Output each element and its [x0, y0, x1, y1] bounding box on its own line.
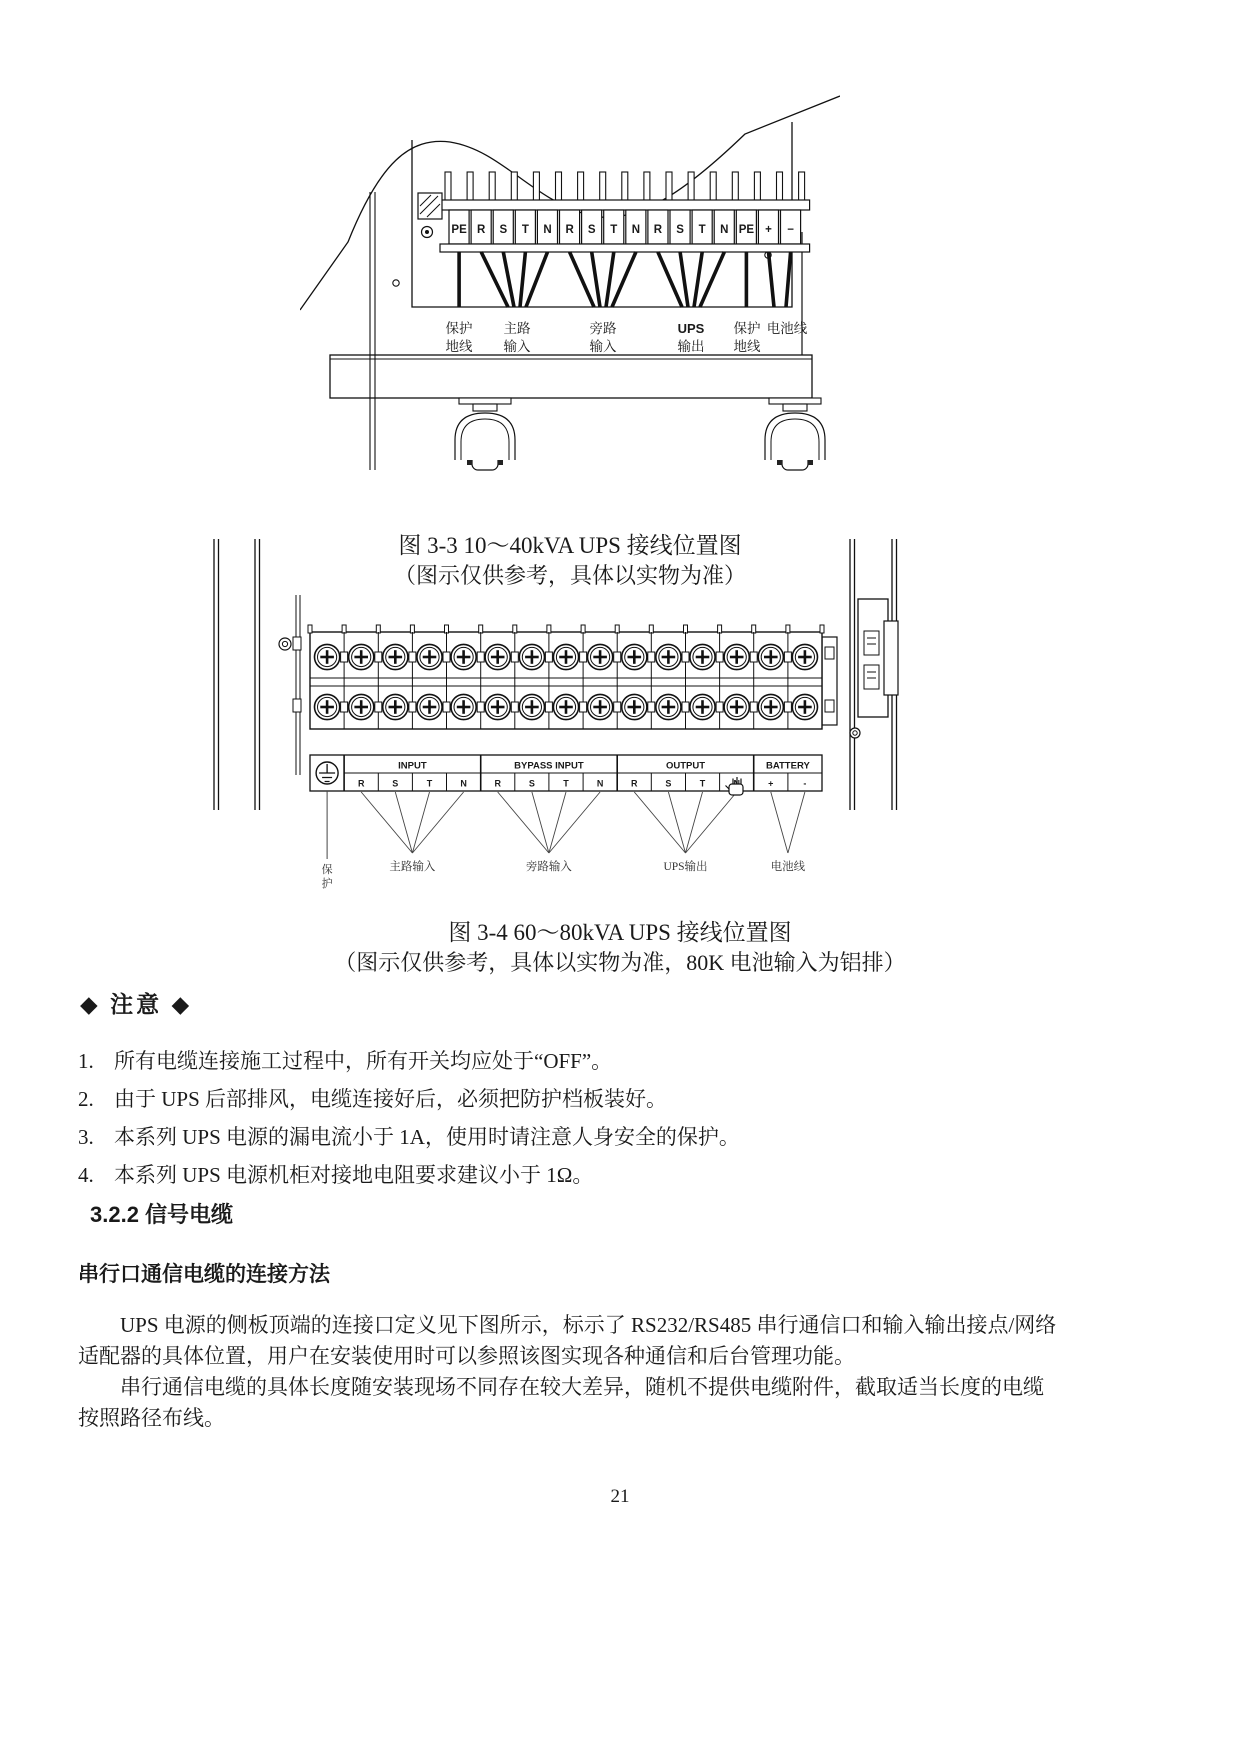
fan-line — [412, 792, 463, 853]
strip-notch — [513, 625, 517, 633]
wire-group-label: 输出 — [677, 339, 705, 354]
pin-label: + — [768, 778, 774, 789]
wire — [694, 252, 702, 307]
pin-label: - — [803, 778, 807, 789]
terminal-tab — [556, 172, 562, 202]
screw-link — [375, 702, 382, 712]
strip-notch — [820, 625, 824, 633]
pin-label: T — [563, 778, 569, 789]
caster-plate — [459, 398, 511, 404]
wire — [769, 252, 775, 307]
body-paragraphs — [78, 1310, 1178, 1434]
terminal-tab — [622, 172, 628, 202]
hand-cursor-icon — [729, 784, 743, 795]
pin-label: R — [357, 778, 365, 789]
section-heading-3-2-2: 3.2.2 信号电缆 — [90, 1202, 234, 1227]
fan-line — [686, 792, 703, 853]
notice-item-text: 本系列 UPS 电源机柜对接地电阻要求建议小于 1Ω。 — [114, 1163, 594, 1187]
terminal-tab — [600, 172, 606, 202]
screw-link — [682, 702, 689, 712]
notice-item — [78, 1118, 1178, 1156]
panel-screw — [279, 638, 291, 650]
fan-line — [498, 792, 549, 853]
screw-link — [443, 702, 450, 712]
fan-line — [395, 792, 412, 853]
terminal-tab — [533, 172, 539, 202]
terminal-tab — [666, 172, 672, 202]
terminal-rail-top — [440, 200, 810, 210]
strip-notch — [752, 625, 756, 633]
ground-label-char: 保 — [321, 864, 333, 876]
strip-notch — [479, 625, 483, 633]
strip-notch — [342, 625, 346, 633]
wire-group-label: 保护 — [733, 321, 761, 336]
terminal-letter: PE — [738, 224, 755, 236]
terminal-letter: + — [765, 224, 772, 236]
page-number: 21 — [610, 1486, 630, 1507]
screw-link — [409, 702, 416, 712]
wire-group-label: 输入 — [589, 339, 617, 354]
wire-group-label: 主路 — [503, 321, 531, 336]
bracket-clip — [825, 700, 834, 712]
fan-line — [549, 792, 600, 853]
screw-link — [614, 652, 621, 662]
strip-notch — [786, 625, 790, 633]
terminal-rail-bottom — [440, 244, 810, 252]
terminal-letter: S — [499, 224, 508, 236]
notice-item-number: 3. — [78, 1125, 94, 1149]
screw-link — [716, 702, 723, 712]
screw-link — [443, 652, 450, 662]
caster-fork — [765, 413, 825, 460]
screw-link — [750, 652, 757, 662]
terminal-letter: R — [565, 224, 574, 236]
paragraph-line: 串行通信电缆的具体长度随安装现场不同存在较大差异，随机不提供电缆附件，截取适当长度的电缆 — [120, 1375, 1044, 1399]
terminal-tab — [754, 172, 760, 202]
fan-line — [634, 792, 685, 853]
pin-label: T — [699, 778, 706, 789]
figure-3-4-caption-line2: （图示仅供参考，具体以实物为准，80K 电池输入为铝排） — [334, 950, 906, 975]
bracket-clip — [825, 647, 834, 659]
caster-plate — [769, 398, 821, 404]
wire — [658, 252, 682, 307]
hinge-plate — [884, 621, 898, 695]
figure-callout-label: UPS输出 — [663, 861, 708, 873]
screw-hole-left — [393, 280, 399, 286]
strip-notch — [410, 625, 414, 633]
terminal-letter: T — [698, 224, 706, 236]
wire — [786, 252, 791, 307]
wire — [612, 252, 636, 307]
notice-item-number: 4. — [78, 1163, 94, 1187]
cabinet-base — [330, 355, 812, 398]
wire — [606, 252, 614, 307]
figure-3-3-caption-line1: 图 3-3 10～40kVA UPS 接线位置图 — [398, 533, 742, 558]
fan-line — [668, 792, 685, 853]
terminal-letter: R — [653, 224, 663, 236]
terminal-letter: R — [477, 224, 486, 236]
screw-link — [750, 702, 757, 712]
section-header: INPUT — [398, 760, 427, 772]
terminal-tab — [489, 172, 495, 202]
screw-link — [648, 702, 655, 712]
screw-link — [580, 652, 587, 662]
fan-line — [412, 792, 429, 853]
figure-3-3-diagram — [300, 92, 840, 542]
strip-notch — [684, 625, 688, 633]
notice-item — [78, 1080, 1178, 1118]
terminal-letter: T — [521, 224, 529, 236]
caster-fork — [455, 413, 515, 460]
screw-link — [511, 652, 518, 662]
strip-notch — [308, 625, 312, 633]
terminal-letter: − — [787, 224, 794, 236]
pin-label: S — [665, 778, 672, 789]
terminal-tab — [799, 172, 805, 202]
figure-3-4-caption-line1: 图 3-4 60～80kVA UPS 接线位置图 — [448, 920, 792, 945]
terminal-letter: N — [720, 224, 729, 236]
pin-label: S — [528, 778, 535, 789]
terminal-letter: S — [587, 224, 596, 236]
figure-callout-label: 电池线 — [770, 861, 806, 873]
strip-notch — [615, 625, 619, 633]
wire — [526, 252, 548, 307]
terminal-letter: N — [631, 224, 641, 236]
strip-notch — [581, 625, 585, 633]
fan-line — [361, 792, 412, 853]
wire — [592, 252, 600, 307]
mount-clip — [293, 637, 301, 650]
wire-group-label: 输入 — [503, 339, 531, 354]
pin-label: T — [426, 778, 433, 789]
figure-3-4-diagram — [210, 537, 910, 905]
wire-group-label: 地线 — [733, 339, 761, 354]
terminal-tab — [732, 172, 738, 202]
strip-notch — [376, 625, 380, 633]
screw-link — [409, 652, 416, 662]
screw-link — [716, 652, 723, 662]
screw-link — [375, 652, 382, 662]
fan-line — [771, 792, 788, 853]
notice-heading: ◆ 注意 ◆ — [80, 991, 193, 1017]
screw-link — [511, 702, 518, 712]
fan-line — [788, 792, 805, 853]
screw-link — [784, 702, 791, 712]
screw-link — [580, 702, 587, 712]
mount-clip — [293, 699, 301, 712]
section-header: BATTERY — [765, 760, 810, 772]
terminal-tab — [578, 172, 584, 202]
caster-neck — [473, 404, 497, 411]
terminal-tab — [467, 172, 473, 202]
notice-item-number: 2. — [78, 1087, 94, 1111]
din-clamp-screw-dot — [425, 230, 429, 234]
paragraph-line: 适配器的具体位置，用户在安装使用时可以参照该图实现各种通信和后台管理功能。 — [78, 1344, 855, 1368]
ground-label-char: 护 — [321, 878, 333, 890]
hinge-latch — [864, 631, 879, 655]
fan-line — [549, 792, 566, 853]
screw-link — [477, 652, 484, 662]
pin-label: S — [392, 778, 399, 789]
terminal-letter: S — [676, 224, 684, 236]
caster-neck — [783, 404, 807, 411]
notice-item-text: 由于 UPS 后部排风，电缆连接好后，必须把防护档板装好。 — [114, 1087, 668, 1111]
terminal-tab — [688, 172, 694, 202]
wire-group-label: 电池线 — [766, 321, 808, 336]
terminal-tab — [511, 172, 517, 202]
screw-link — [682, 652, 689, 662]
terminal-letter: T — [610, 224, 618, 236]
notice-item-text: 本系列 UPS 电源的漏电流小于 1A，使用时请注意人身安全的保护。 — [114, 1125, 740, 1149]
notice-item-number: 1. — [78, 1049, 94, 1073]
pin-label: R — [631, 778, 638, 789]
terminal-tab — [710, 172, 716, 202]
strip-notch — [445, 625, 449, 633]
paragraph-line: 按照路径布线。 — [78, 1406, 225, 1430]
terminal-tab — [644, 172, 650, 202]
fan-line — [532, 792, 549, 853]
pin-label: N — [460, 778, 467, 789]
screw-link — [477, 702, 484, 712]
cabinet-left-frame — [370, 192, 375, 470]
figure-3-3-caption-line2: （图示仅供参考，具体以实物为准） — [393, 563, 746, 588]
notice-item — [78, 1042, 1178, 1080]
figure-3-4-caption — [140, 918, 1100, 978]
fan-line — [686, 792, 737, 853]
terminal-letter: PE — [451, 224, 467, 236]
wire — [520, 252, 525, 307]
notice-item — [78, 1156, 1178, 1194]
terminal-tab — [445, 172, 451, 202]
panel-screw-bottom — [850, 728, 860, 738]
section-header: BYPASS INPUT — [514, 760, 584, 772]
wire-group-label: 保护 — [445, 321, 473, 336]
figure-3-3-caption — [250, 531, 890, 591]
notice-item-text: 所有电缆连接施工过程中，所有开关均应处于“OFF”。 — [114, 1049, 613, 1073]
wire-group-label: UPS — [677, 321, 705, 336]
screw-link — [341, 702, 348, 712]
section-header: OUTPUT — [665, 760, 706, 772]
hinge-latch — [864, 665, 879, 689]
notice-list — [78, 1042, 1178, 1194]
serial-cable-heading: 串行口通信电缆的连接方法 — [78, 1263, 330, 1286]
screw-link — [648, 652, 655, 662]
wire — [570, 252, 594, 307]
screw-link — [341, 652, 348, 662]
wire — [700, 252, 724, 307]
paragraph-line: UPS 电源的侧板顶端的连接口定义见下图所示，标示了 RS232/RS485 串行通信口和输入输出接点/网络 — [120, 1313, 1057, 1337]
screw-link — [545, 652, 552, 662]
screw-link — [545, 702, 552, 712]
wire-group-label: 旁路 — [589, 321, 617, 336]
terminal-tab — [777, 172, 783, 202]
strip-notch — [547, 625, 551, 633]
terminal-letter: N — [543, 224, 552, 236]
figure-callout-label: 主路输入 — [389, 861, 436, 873]
strip-notch — [649, 625, 653, 633]
strip-mount-left — [296, 595, 300, 775]
screw-link — [784, 652, 791, 662]
screw-link — [614, 702, 621, 712]
wire-group-label: 地线 — [445, 339, 473, 354]
pin-label: R — [494, 778, 501, 789]
wire — [680, 252, 688, 307]
figure-callout-label: 旁路输入 — [525, 861, 572, 873]
pin-label: N — [596, 778, 604, 789]
strip-notch — [718, 625, 722, 633]
